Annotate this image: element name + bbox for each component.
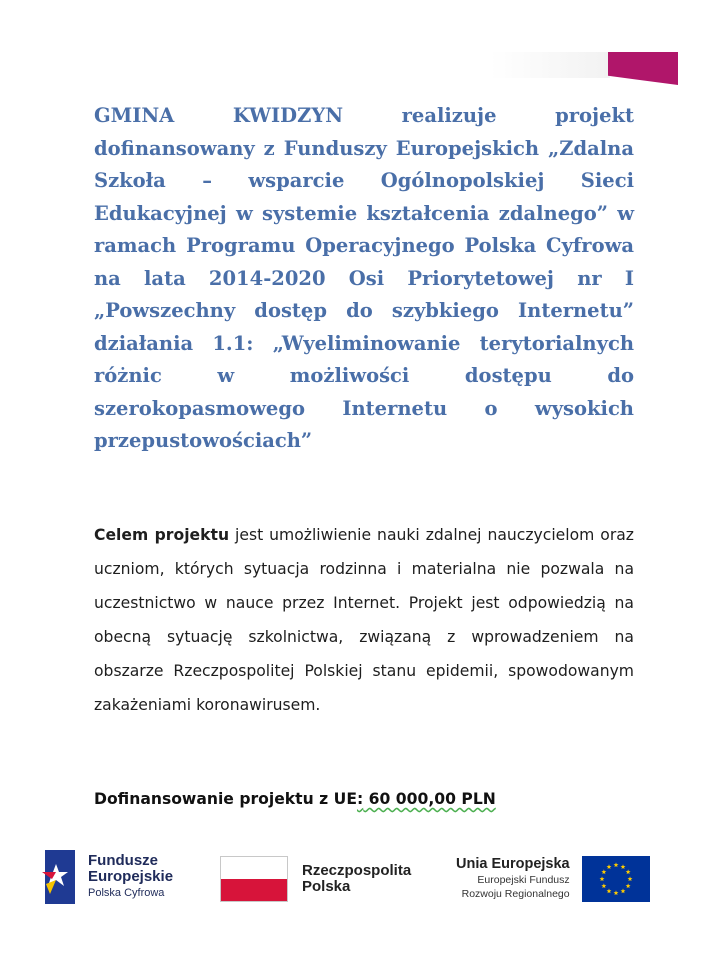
fe-star-icon: [42, 848, 76, 906]
funding-label: Dofinansowanie projektu z UE: [94, 790, 357, 808]
eu-sub1: Europejski Fundusz: [477, 874, 570, 886]
logo-unia-europejska: [456, 856, 650, 902]
eu-flag-icon: [582, 856, 650, 902]
logo-fundusze-europejskie: [42, 848, 173, 906]
funding-separator: :: [356, 790, 364, 808]
rp-line1: Rzeczpospolita: [302, 862, 412, 879]
project-headline: GMINA KWIDZYN realizuje projekt dofinansowany z Funduszy Europejskich „Zdalna Szkoła – wsparcie Ogólnopolskiej Sieci Edukacyjnej w systemie kształcenia zdalnego” w ramach Programu Operacyjnego Polska Cyfrowa na lata 2014-2020 Osi Priorytetowej nr I „Powszechny dostęp do szybkiego Internetu” działania 1.1: „Wyeliminowanie terytorialnych różnic w możliwości dostępu do szerokopasmowego Internetu o wysokich przepustowościach”: [94, 104, 634, 452]
corner-magenta-decoration: [608, 52, 678, 85]
fe-sub: Polska Cyfrowa: [88, 887, 165, 899]
funding-line: [94, 790, 496, 808]
fe-line2: Europejskie: [88, 868, 174, 885]
eu-name: Unia Europejska: [456, 856, 570, 872]
eu-sub2: Rozwoju Regionalnego: [461, 888, 570, 900]
funding-amount: 60 000,00 PLN: [363, 790, 496, 808]
funding-amount-wrap: [357, 790, 496, 808]
description-lead: Celem projektu: [94, 526, 230, 544]
eu-texts: [456, 857, 570, 901]
logo-rzeczpospolita-polska: [220, 856, 411, 902]
rp-texts: [302, 863, 411, 895]
description-text: jest umożliwienie nauki zdalnej nauczycielom oraz uczniom, których sytuacja rodzinna i materialna nie pozwala na uczestnictwo w nauce przez Internet. Projekt jest odpowiedzią na obecną sytuację szkolnictwa, związaną z wprowadzeniem na obszarze Rzeczpospolitej Polskiej stanu epidemii, spowodowanym zakażeniami koronawirusem.: [94, 526, 634, 714]
corner-fade-decoration: [490, 52, 610, 78]
rp-line2: Polska: [302, 878, 351, 895]
poland-flag-icon: [220, 856, 288, 902]
fe-texts: [88, 853, 173, 901]
project-description: [94, 518, 634, 722]
fe-line1: Fundusze: [88, 852, 158, 869]
